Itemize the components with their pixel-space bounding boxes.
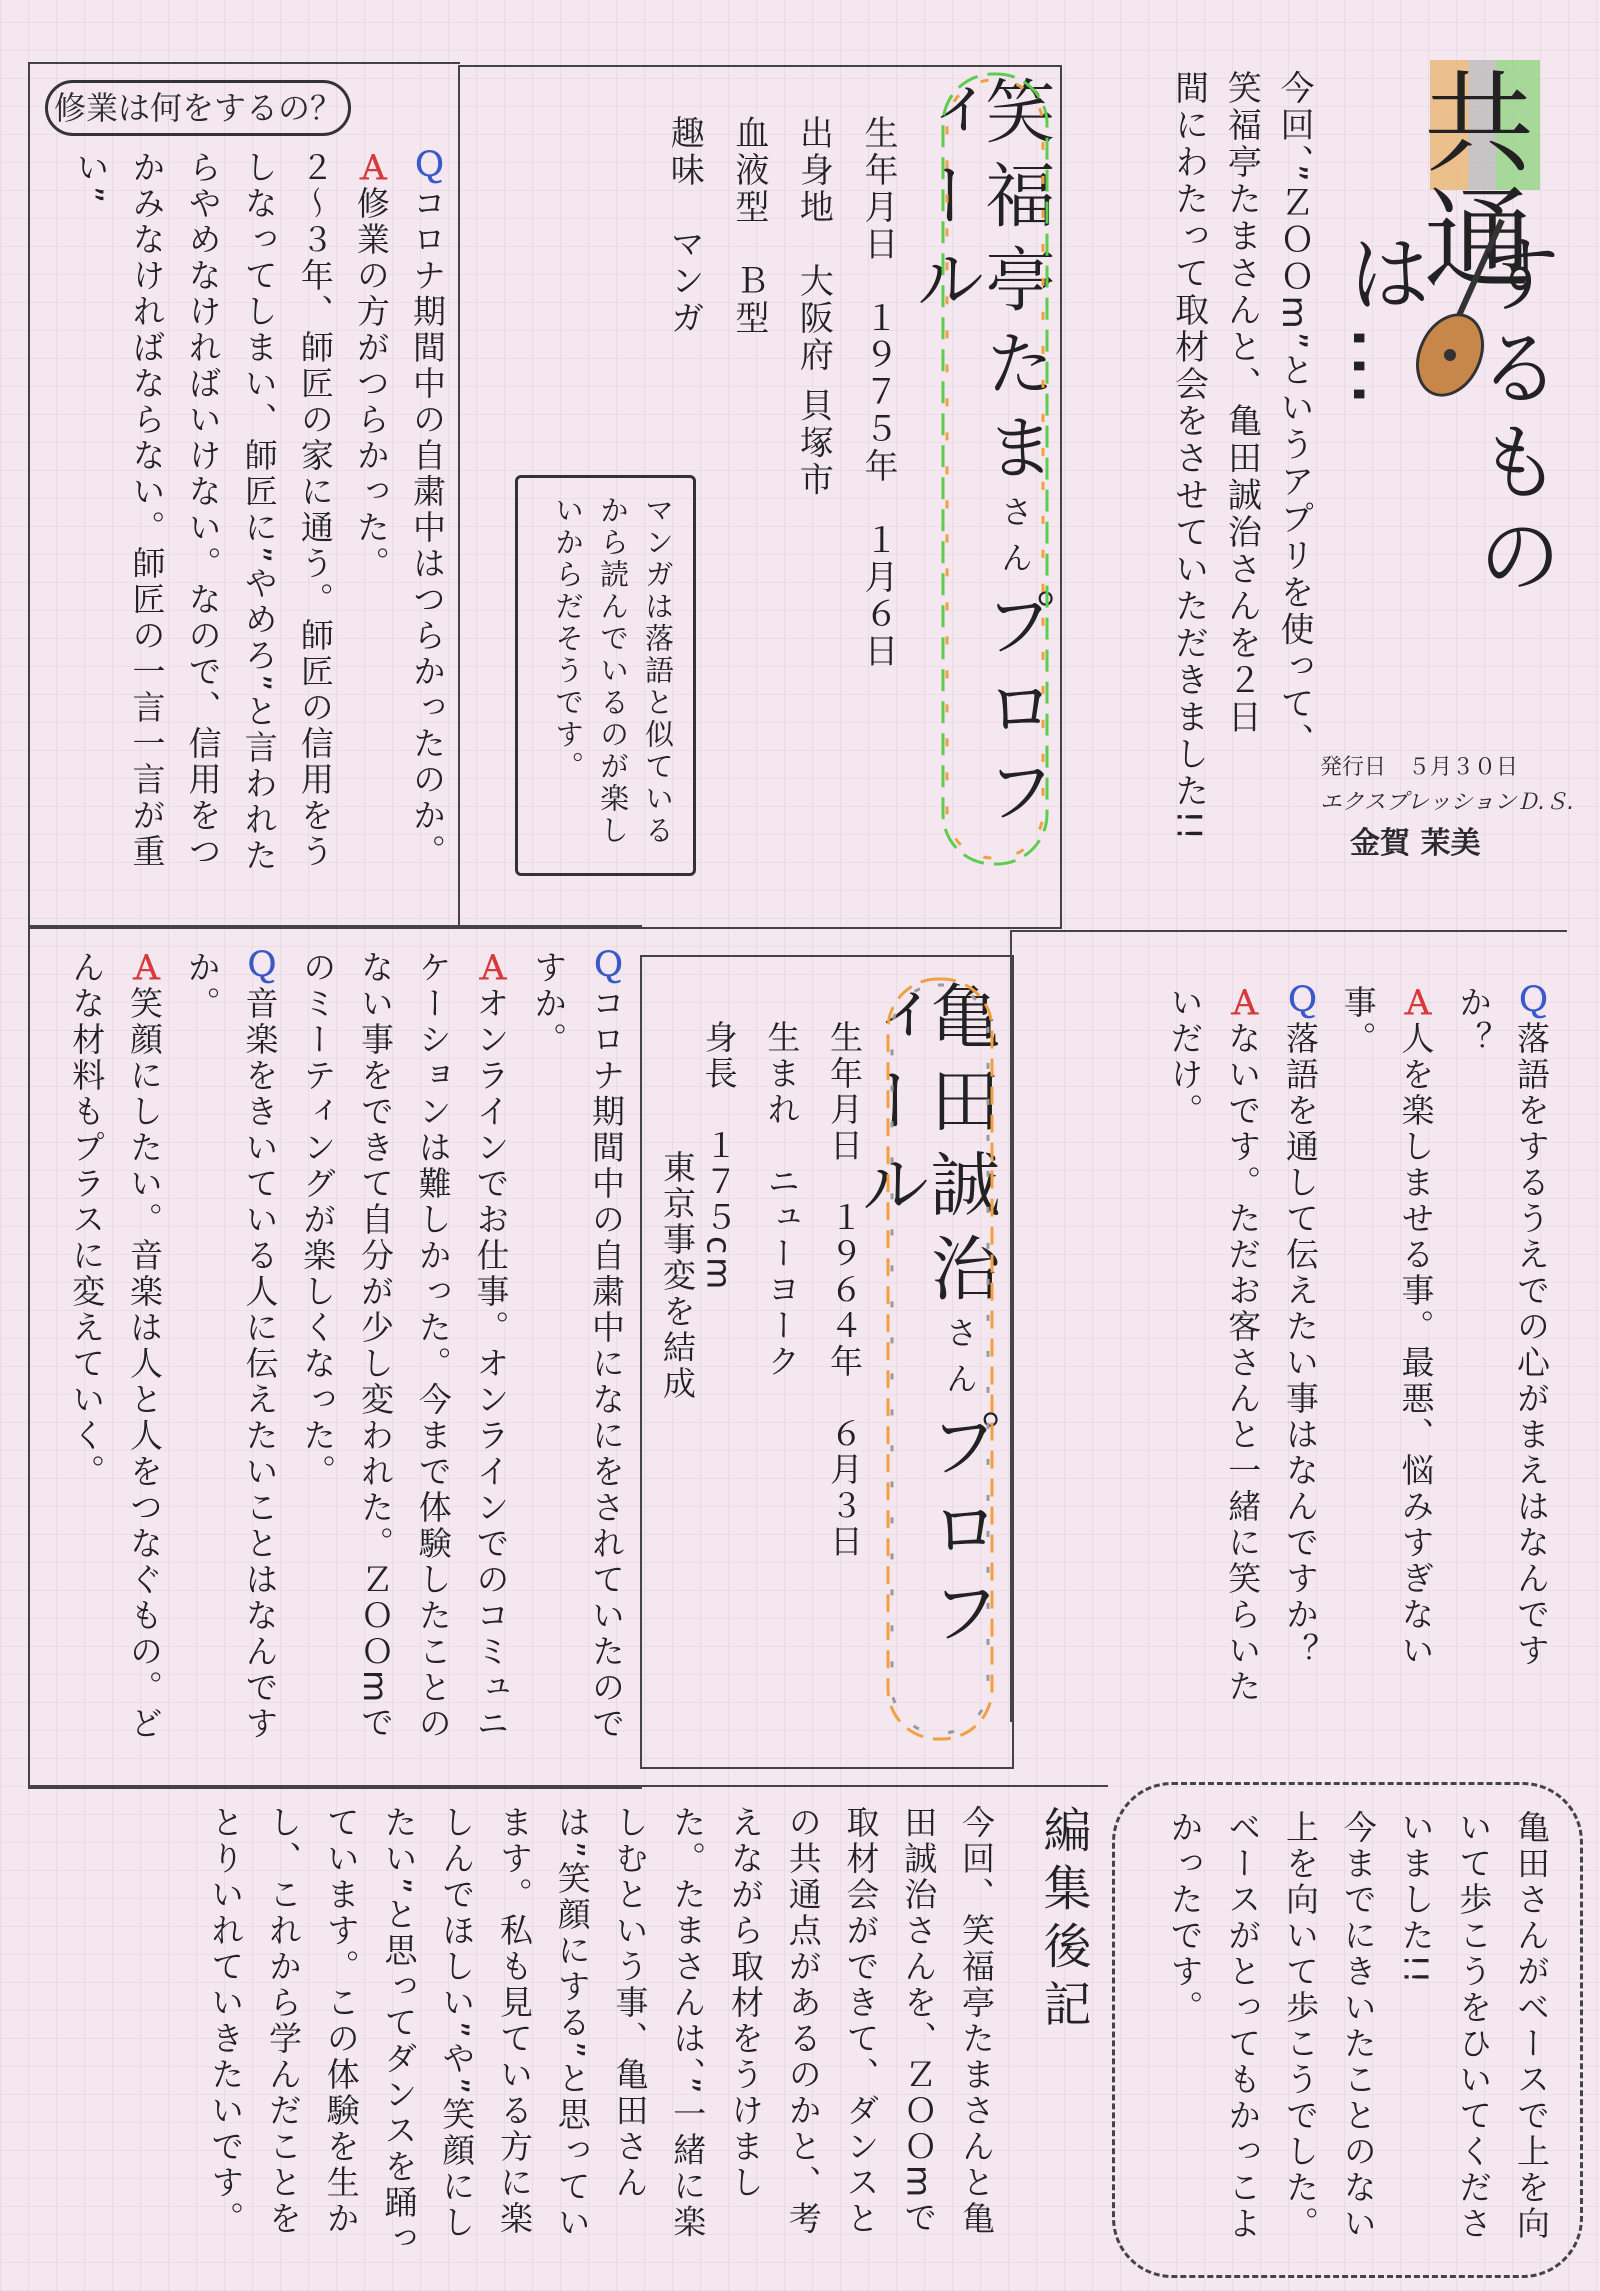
rakugo-q1-line: Ｑ落語をするうえでの心がまえはなんですか？ <box>1454 985 1551 1669</box>
kameda-qa <box>40 950 635 1770</box>
shugyo-label: 修業は何をするの？ <box>45 80 351 136</box>
cloud-note <box>1140 1810 1560 2250</box>
shugyo-a-marker: Ａ <box>351 150 391 186</box>
tama-row-birthplace: 出身地 大阪府 貝塚市 <box>793 115 834 499</box>
kameda-row-height: 身長 １７５cm <box>699 1020 739 1293</box>
tama-bubble-outline <box>935 70 1055 870</box>
tama-row-hobby: 趣味 マンガ <box>664 115 705 337</box>
kameda-q1-text: コロナ期間中の自粛中になにをされていたのですか。 <box>529 950 626 1742</box>
title-main: 共通 <box>1406 65 1534 297</box>
issue-info <box>1320 750 1580 868</box>
tama-heading-name: 笑福亭たま <box>974 75 1056 495</box>
rakugo-q1-text: 落語をするうえでの心がまえはなんですか？ <box>1454 985 1551 1669</box>
kameda-a1-line: Ａオンラインでお仕事。オンラインでのコミュニケーションは難しかった。今まで体験したことのない事をできて自分が少し変われた。ＺＯＯmでのミーティングが楽しくなった。 <box>298 950 511 1742</box>
tama-note: マンガは落語と似ているから読んでいるのが楽しいからだそうです。 <box>551 495 675 847</box>
tama-row-blood: 血液型 Ｂ型 <box>728 115 769 337</box>
rakugo-a2-text: ないです。ただお客さんと一緒に笑らいたいだけ。 <box>1165 985 1263 1705</box>
kameda-q2-text: 音楽をきいている人に伝えたいことはなんですか。 <box>182 950 280 1742</box>
kameda-q2-line: Ｑ音楽をきいている人に伝えたいことはなんですか。 <box>182 950 280 1742</box>
kameda-a2-text: 笑顔にしたい。音楽は人と人をつなぐもの。どんな材料もプラスに変えていく。 <box>67 950 164 1742</box>
intro-text <box>1140 70 1320 870</box>
cloud-note-line-1: 亀田さんがベースで上を向いて歩こうをひいてくださいました!! <box>1396 1810 1551 2242</box>
intro-line-2: 笑福亭たまさんと、亀田誠治さんを２日 <box>1221 70 1262 736</box>
kameda-note: 東京事変を結成 <box>658 1150 697 1402</box>
rakugo-a2-line: Ａないです。ただお客さんと一緒に笑らいたいだけ。 <box>1165 985 1263 1705</box>
kameda-profile-rows <box>699 1020 875 1580</box>
intro-line-1: 今回、”ＺＯＯm”というアプリを使って、 <box>1274 70 1314 760</box>
kameda-row-birth: 生年月日 １９６４年 ６月３日 <box>825 1020 864 1560</box>
shugyo-a-text-1: 修業の方がつらかった。 <box>351 186 391 582</box>
issue-author: 金賀 茉美 <box>1350 826 1481 862</box>
rakugo-qa <box>1030 985 1560 1705</box>
title-sub: するものは… <box>1334 230 1563 606</box>
rakugo-q2-text: 落語を通して伝えたい事はなんですか？ <box>1281 1021 1320 1669</box>
shugyo-q-marker: Ｑ <box>408 150 447 186</box>
rakugo-a1-text: 人を楽しませる事。最悪、悩みすぎない事。 <box>1338 985 1436 1669</box>
rakugo-q2-line: Ｑ落語を通して伝えたい事はなんですか？ <box>1281 985 1320 1669</box>
issue-class: エクスプレッションＤ.Ｓ. <box>1320 790 1575 816</box>
issue-date: 発行日 ５月３０日 <box>1320 755 1519 780</box>
kameda-row-birthplace: 生まれ ニューヨーク <box>762 1020 802 1380</box>
tama-heading-san: さん <box>996 495 1034 587</box>
editor-heading: 編集後記 <box>1035 1805 1091 2037</box>
editor-text: 今回、笑福亭たまさんと亀田誠治さんを、ＺＯＯmで取材会ができて、ダンスとの共通点があるのかと、考えながら取材をうけました。たまさんは、”一緒に楽しむという事、亀田さんは”笑顔にする”と思っています。私も見ている方に楽しんでほしい”や”笑顔にしたい”と思ってダンスを踊っています。この体験を生かし、これから学んだことをとりいれていきたいです。 <box>206 1805 996 2258</box>
shugyo-qa <box>35 150 455 890</box>
shugyo-q-line <box>399 150 455 890</box>
kameda-a2-line: Ａ笑顔にしたい。音楽は人と人をつなぐもの。どんな材料もプラスに変えていく。 <box>67 950 164 1742</box>
cloud-note-line-2: 今までにきいたことのない上を向いて歩こうでした。ベースがとってもかっこよかったです。 <box>1165 1810 1378 2242</box>
rakugo-a1-line: Ａ人を楽しませる事。最悪、悩みすぎない事。 <box>1338 985 1436 1669</box>
shugyo-a-text-2: ２～３年、師匠の家に通う。師匠の信用をうしなってしまい、師匠に”やめろ”と言われたらやめなければいけない。なので、信用をつかみなければならない。師匠の一言一言が重い” <box>71 150 335 875</box>
tama-profile-rows <box>664 115 910 675</box>
shugyo-a-line <box>343 150 399 890</box>
kameda-a1-text: オンラインでお仕事。オンラインでのコミュニケーションは難しかった。今まで体験したことのない事をできて自分が少し変われた。ＺＯＯmでのミーティングが楽しくなった。 <box>298 950 511 1742</box>
kameda-heading-profile: プロフィール <box>849 980 1001 1660</box>
kameda-q1-line: Ｑコロナ期間中の自粛中になにをされていたのですか。 <box>529 950 626 1742</box>
kameda-heading-name: 亀田誠治 <box>919 980 1001 1316</box>
tama-row-birth: 生年月日 １９７５年 １月６日 <box>858 115 898 670</box>
intro-line-3: 間にわたって取材会をさせていただきました!! <box>1168 70 1209 844</box>
tama-heading-profile: プロフィール <box>904 75 1056 839</box>
kameda-bubble-outline <box>880 975 1000 1745</box>
kameda-heading-san: さん <box>941 1316 979 1408</box>
shugyo-q-text: コロナ期間中の自粛中はつらかったのか。 <box>408 186 447 870</box>
